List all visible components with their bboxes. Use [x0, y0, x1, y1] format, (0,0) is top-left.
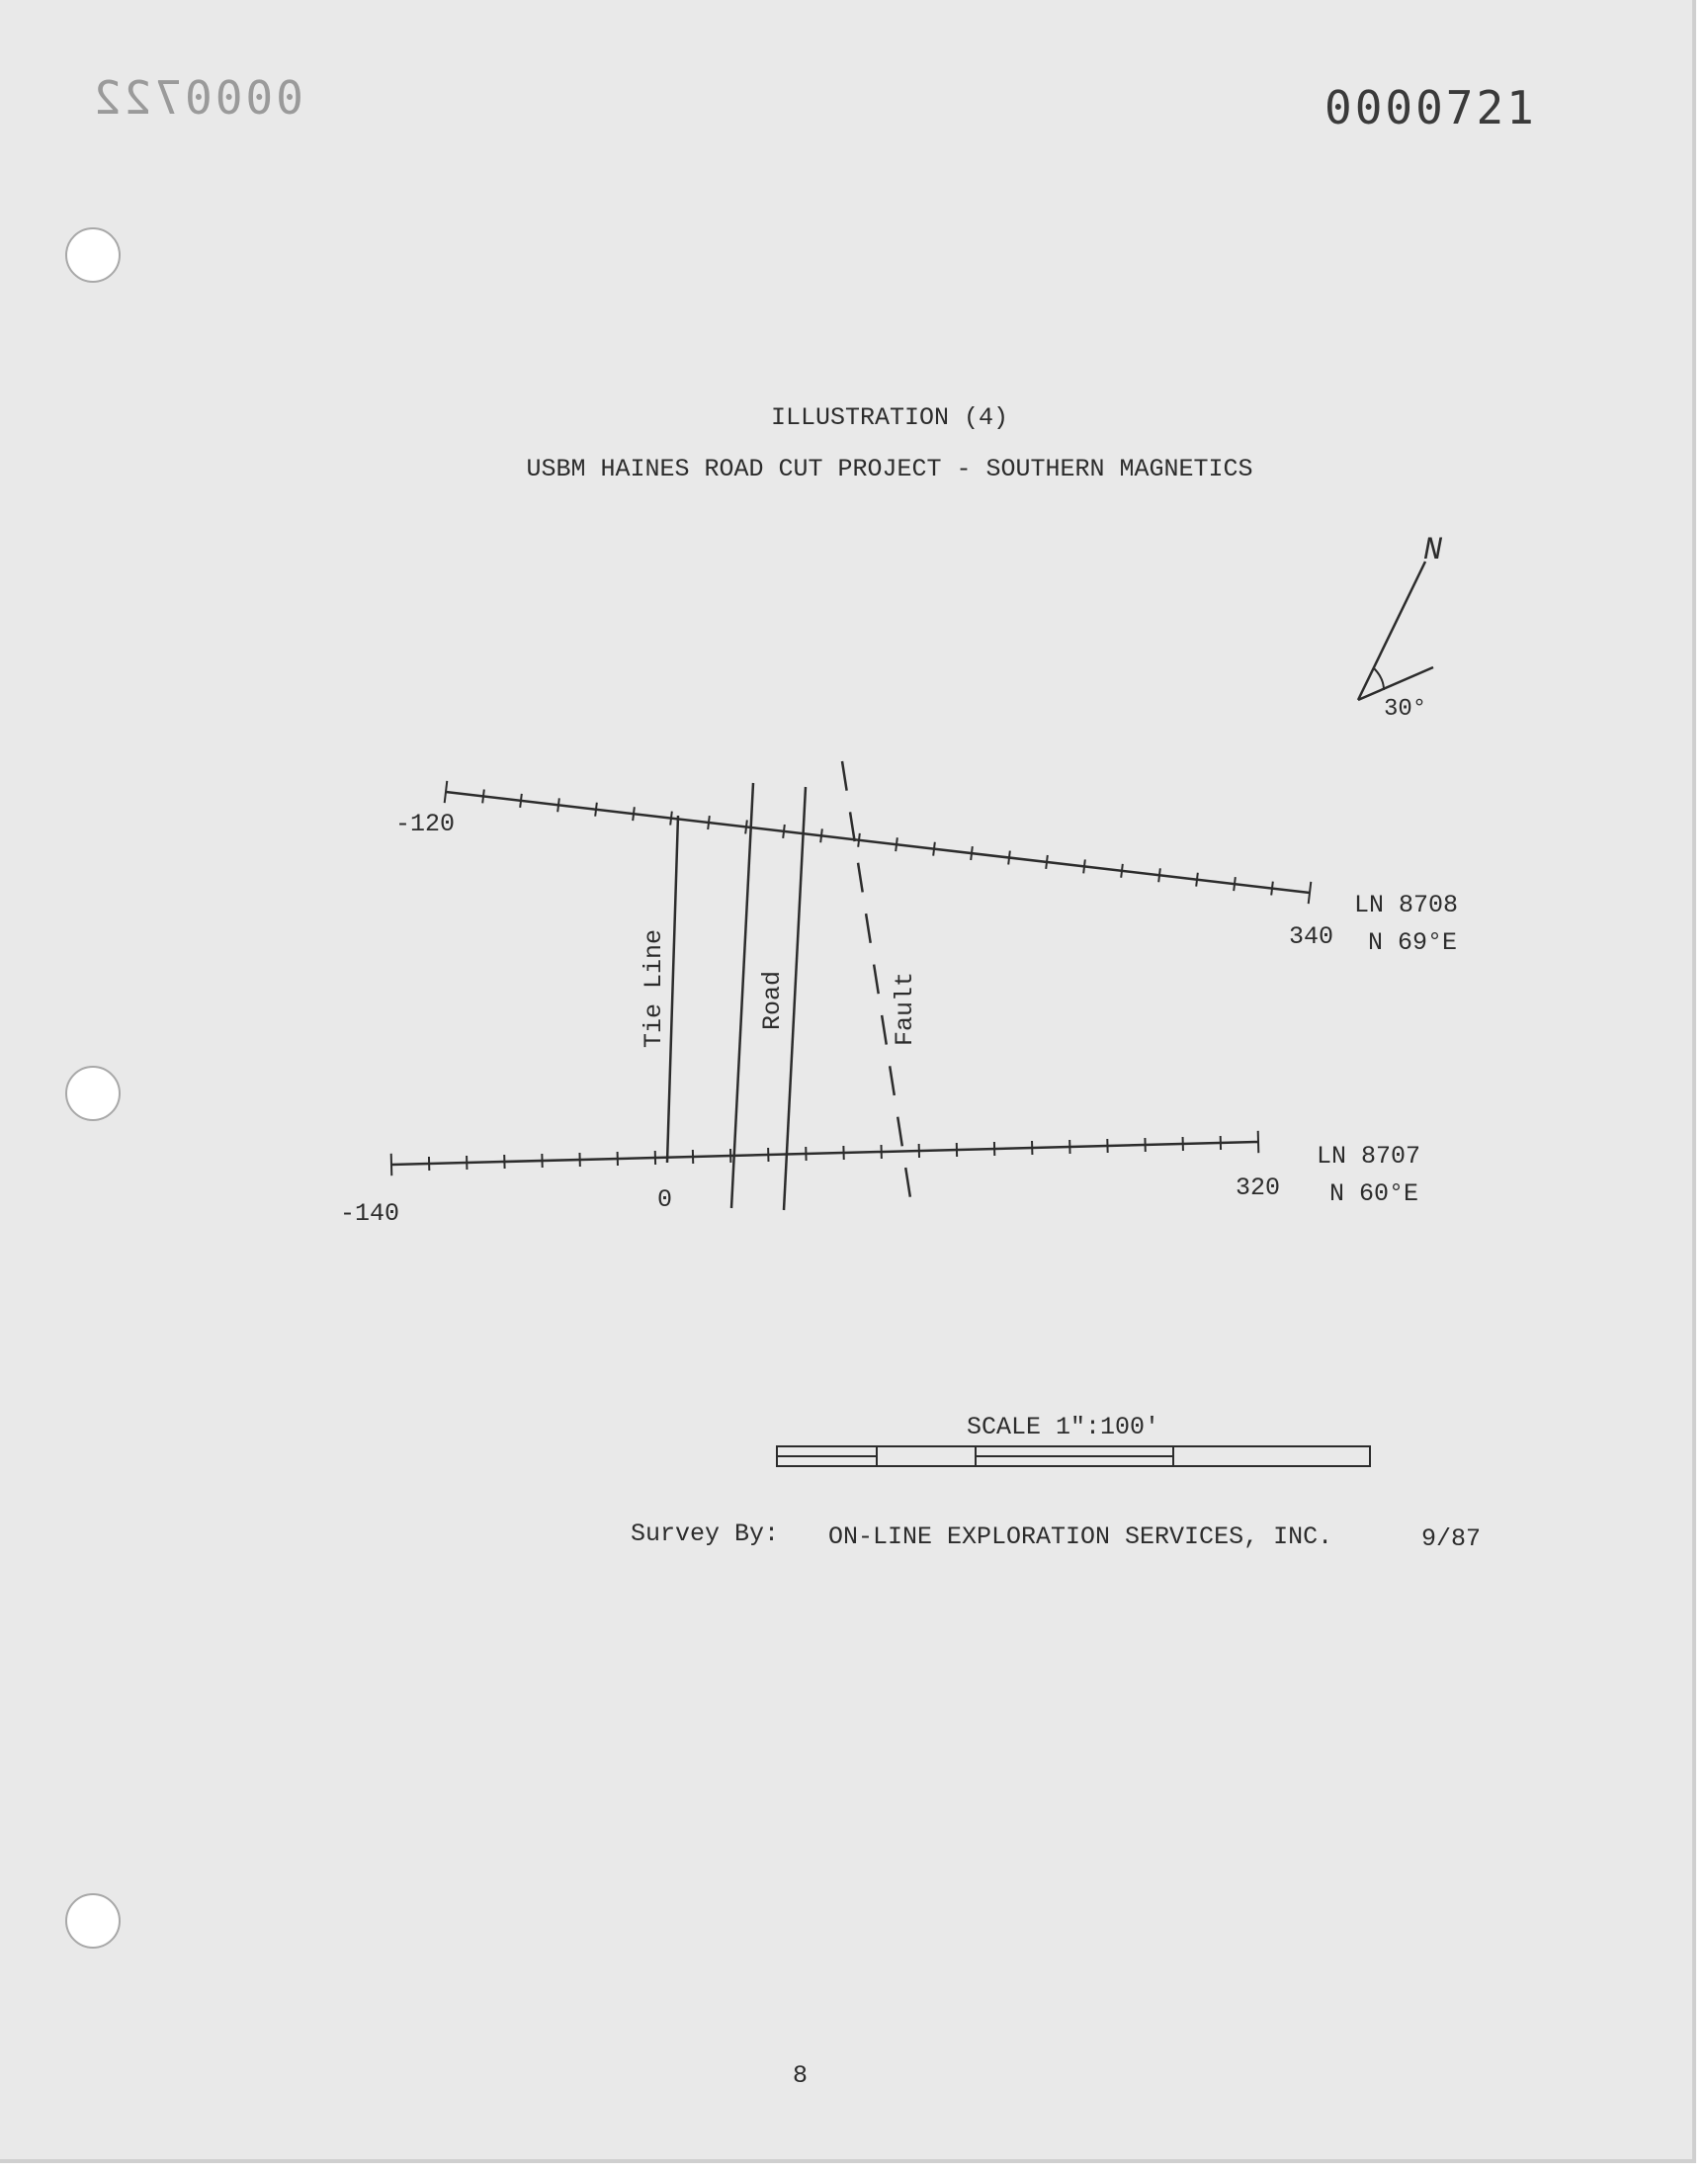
road-edge-west: [731, 783, 753, 1208]
north-arrow-line: [1358, 562, 1425, 700]
survey-label: Survey By:: [631, 1520, 780, 1548]
project-subtitle: USBM HAINES ROAD CUT PROJECT - SOUTHERN MAGNETICS: [526, 455, 1253, 483]
line-8708-stroke: [446, 792, 1310, 893]
line-8707: [340, 1131, 1420, 1228]
survey-company: ON-LINE EXPLORATION SERVICES, INC.: [828, 1522, 1333, 1551]
line-8708-tick: [896, 837, 897, 851]
line-8708-tick: [933, 842, 935, 856]
page-number-stamp: 0000721: [1324, 81, 1537, 134]
line-8708-tick: [633, 807, 635, 821]
line-8707-stroke: [391, 1142, 1258, 1165]
line-8708-tick: [595, 803, 597, 817]
line-8708-tick: [670, 812, 672, 826]
north-arrow: [1358, 532, 1443, 723]
line-8708-tick: [783, 825, 785, 838]
line-8708-tick: [708, 816, 710, 829]
illustration-title: ILLUSTRATION (4): [770, 403, 1009, 432]
line-8708-start-label: -120: [395, 810, 456, 838]
line-8707-tick: [1258, 1131, 1259, 1153]
line-8708-tick: [1196, 873, 1198, 887]
line-8708-tick: [1309, 882, 1312, 904]
line-8707-bearing: N 60°E: [1329, 1179, 1419, 1208]
line-8707-name: LN 8707: [1317, 1142, 1421, 1171]
line-8708-end-label: 340: [1289, 922, 1334, 951]
tie-line: [640, 816, 678, 1163]
line-8708-tick: [557, 798, 559, 812]
line-8708-tick: [445, 781, 448, 803]
line-8708-tick: [1121, 864, 1123, 878]
fault-label: Fault: [891, 971, 919, 1046]
line-8708-tick: [1008, 851, 1010, 865]
line-8707-zero-label: 0: [657, 1185, 673, 1214]
north-label: N: [1423, 532, 1443, 568]
road: [731, 783, 806, 1210]
scale-label: SCALE 1":100': [967, 1413, 1160, 1441]
line-8708-tick: [1234, 877, 1236, 891]
line-8708-tick: [820, 828, 822, 842]
line-8708-tick: [1083, 859, 1085, 873]
line-8708-tick: [520, 794, 522, 808]
line-8707-start-label: -140: [340, 1199, 400, 1228]
fault: [842, 761, 919, 1204]
line-8707-end-label: 320: [1236, 1174, 1281, 1202]
line-8707-tick: [391, 1154, 392, 1175]
line-8708-tick: [1271, 882, 1273, 896]
bleed-through-stamp: 0000722: [91, 71, 303, 125]
tie-line-label: Tie Line: [640, 928, 668, 1048]
line-8708: [395, 781, 1458, 957]
scale-bar: [777, 1413, 1370, 1466]
survey-date: 9/87: [1421, 1524, 1482, 1553]
line-8708-tick: [858, 833, 860, 847]
line-8708-tick: [482, 789, 484, 803]
road-edge-east: [784, 787, 806, 1210]
angle-label: 30°: [1384, 696, 1427, 723]
angle-arc: [1374, 668, 1384, 690]
line-8708-bearing: N 69°E: [1368, 928, 1458, 957]
page-number: 8: [793, 2061, 809, 2090]
line-8708-tick: [1158, 868, 1160, 882]
line-8708-tick: [971, 846, 973, 860]
line-8708-tick: [1046, 855, 1048, 869]
survey-credit: [631, 1520, 1481, 1553]
line-8708-name: LN 8708: [1354, 891, 1459, 919]
road-label: Road: [758, 970, 787, 1030]
tie-line-stroke: [667, 816, 678, 1163]
line-8708-tick: [745, 821, 747, 834]
